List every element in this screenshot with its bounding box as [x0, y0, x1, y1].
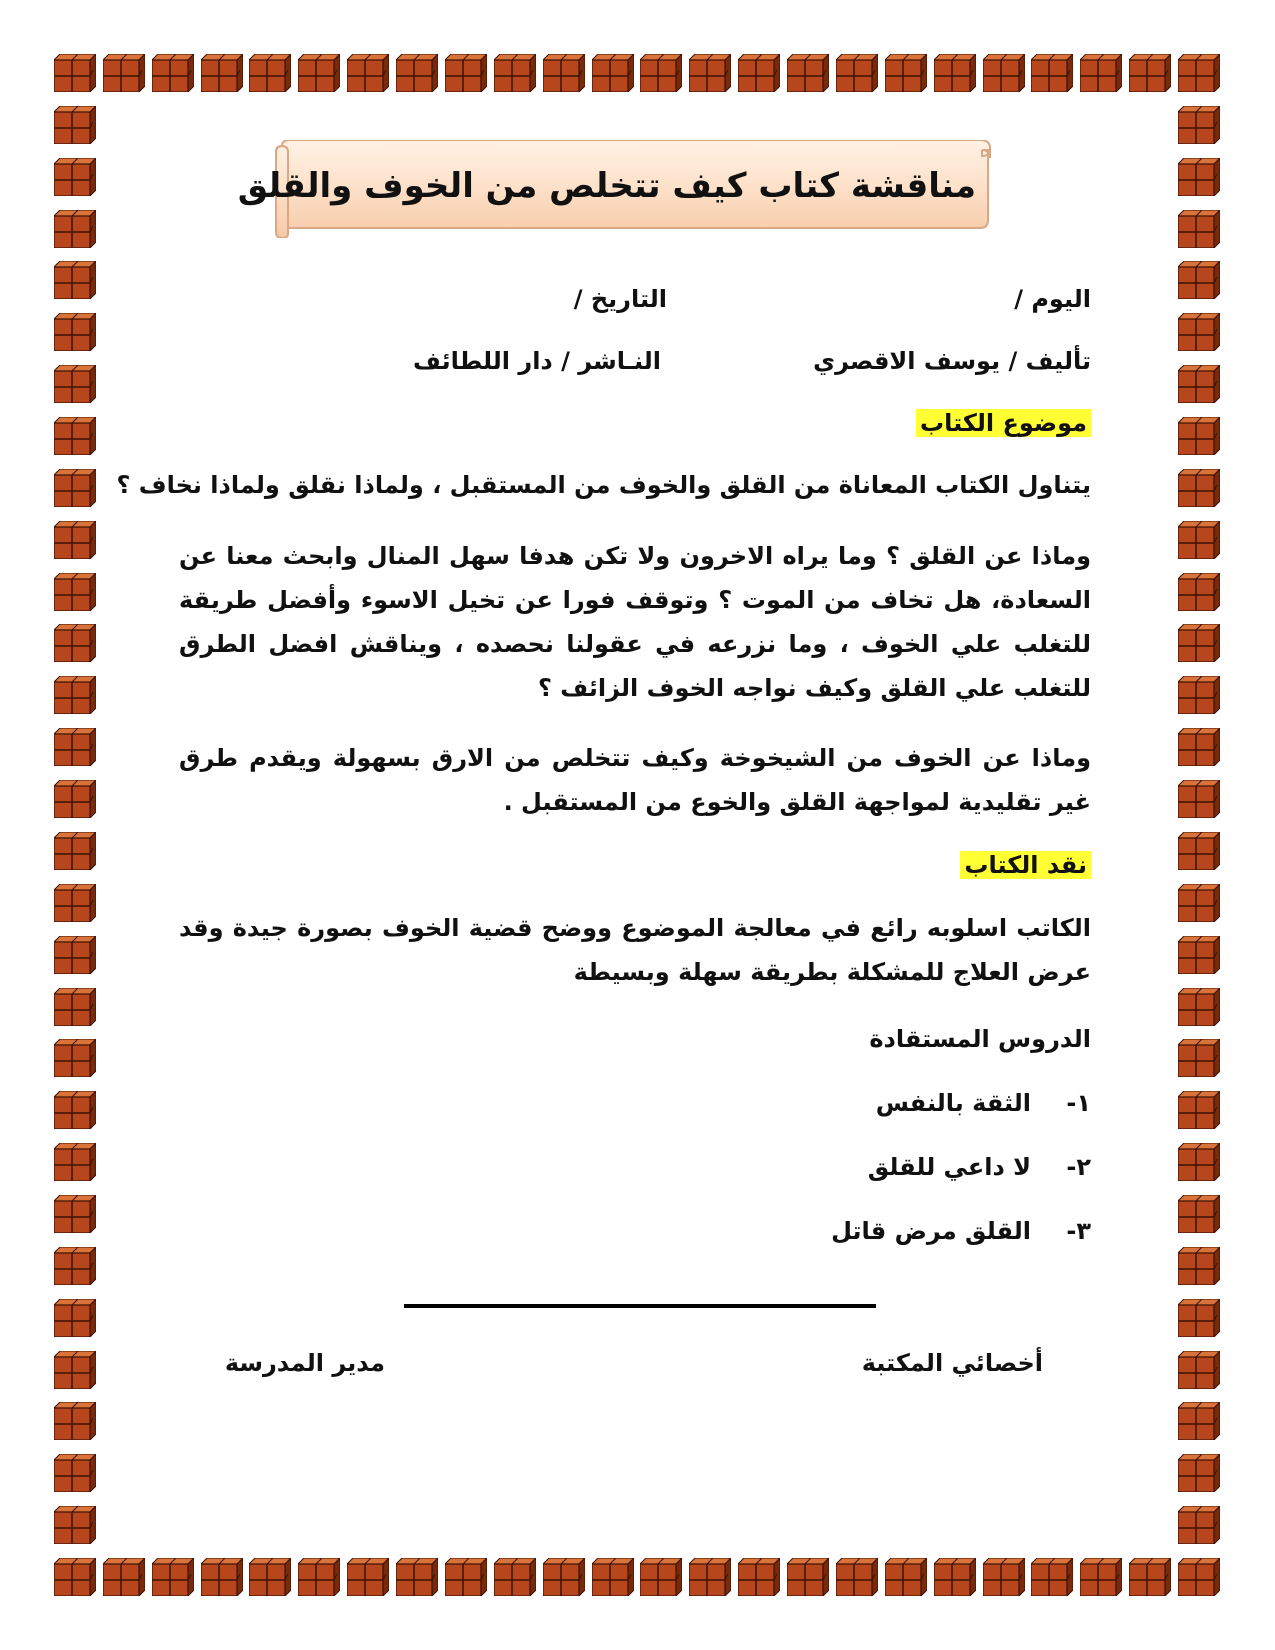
- lessons-heading: الدروس المستقادة: [869, 1025, 1091, 1053]
- critique-paragraph: الكاتب اسلوبه رائع في معالجة الموضوع ووضح قضية الخوف بصورة جيدة وقد عرض العلاج للمشكلة بطريقة سهلة وبسيطة: [179, 914, 1091, 986]
- publisher-line: النـاشر / دار اللطائف: [413, 347, 661, 375]
- lesson-item: [831, 1214, 1091, 1248]
- lesson-number: ١-: [1066, 1089, 1091, 1117]
- author-line: تأليف / يوسف الاقصري: [813, 347, 1091, 375]
- lesson-item: [876, 1086, 1091, 1120]
- lesson-item: [868, 1150, 1091, 1184]
- day-label: اليوم /: [1014, 285, 1091, 313]
- lesson-number: ٢-: [1066, 1153, 1091, 1181]
- signature-librarian: أخصائي المكتبة: [861, 1349, 1043, 1377]
- lesson-text: القلق مرض قاتل: [831, 1217, 1031, 1245]
- document-title: مناقشة كتاب كيف تتخلص من الخوف والقلق: [237, 166, 976, 206]
- signature-divider: [404, 1304, 876, 1308]
- topic-paragraph-1: يتناول الكتاب المعاناة من القلق والخوف من المستقبل ، ولماذا نقلق ولماذا نخاف ؟: [116, 471, 1091, 499]
- date-label: التاريخ /: [573, 285, 667, 313]
- topic-paragraph-3: وماذا عن الخوف من الشيخوخة وكيف تتخلص من الارق بسهولة ويقدم طرق غير تقليدية لمواجهة القلق والخوع من المستقبل .: [179, 744, 1091, 816]
- critique-heading: نقد الكتاب: [960, 851, 1091, 879]
- signature-principal: مدير المدرسة: [224, 1349, 385, 1377]
- topic-heading: موضوع الكتاب: [916, 409, 1091, 437]
- lesson-text: لا داعي للقلق: [867, 1153, 1031, 1181]
- lesson-number: ٣-: [1066, 1217, 1091, 1245]
- lesson-text: الثقة بالنفس: [875, 1089, 1031, 1117]
- topic-paragraph-2: وماذا عن القلق ؟ وما يراه الاخرون ولا تكن هدفا سهل المنال وابحث معنا عن السعادة، هل تخاف من الموت ؟ وتوقف فورا عن تخيل الاسوء وأفضل طريقة للتغلب علي الخوف ، وما نزرعه في عقولنا نحصده ، ويناقش افضل الطرق للتغلب علي القلق وكيف نواجه الخوف الزائف ؟: [179, 542, 1091, 702]
